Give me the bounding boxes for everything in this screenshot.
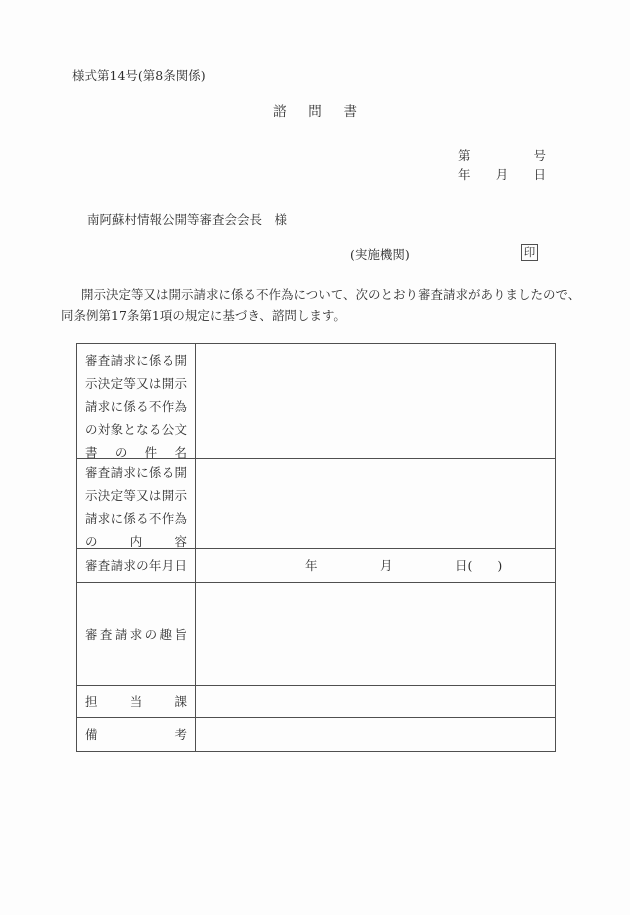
row-label-responsible-section: 担 当 課 <box>77 686 196 717</box>
value-field-request-date: 年 月 日( ) <box>305 557 503 573</box>
value-field-inaction-content <box>196 459 555 548</box>
row-label-document-name: 審 査 請 求 に 係 る 開 示 決 定 等 又 は 開 示 請 求 に 係 る 不 作 為 の 対 象 と な る 公 文 書 の 件 名 <box>77 344 196 458</box>
value-field-document-name <box>196 344 555 458</box>
table-row-document-name <box>77 344 555 459</box>
body-line-2: 同条例第17条第1項の規定に基づき、諮問します。 <box>61 308 346 323</box>
table-row-inaction-content <box>77 459 555 549</box>
document-number-line: 第 号 <box>458 148 546 163</box>
reference-block <box>458 146 546 184</box>
table-row-request-purpose <box>77 583 555 686</box>
body-line-1: 開示決定等又は開示請求に係る不作為について、次のとおり審査請求がありましたので、 <box>81 287 581 302</box>
table-row-remarks <box>77 718 555 751</box>
row-label-request-date: 審 査 請 求 の 年 月 日 <box>77 549 196 582</box>
row-label-inaction-content: 審 査 請 求 に 係 る 開 示 決 定 等 又 は 開 示 請 求 に 係 る 不 作 為 の 内 容 <box>77 459 196 548</box>
issuer-label: (実施機関) <box>350 247 410 262</box>
consultation-form-table <box>76 343 556 752</box>
value-field-responsible-section <box>196 686 555 717</box>
row-label-remarks: 備 考 <box>77 718 196 751</box>
row-label-request-purpose: 審 査 請 求 の 趣 旨 <box>77 583 196 685</box>
seal-character: 印 <box>523 244 536 259</box>
value-field-remarks <box>196 718 555 751</box>
table-row-responsible-section <box>77 686 555 718</box>
document-title: 諮 問 書 <box>273 104 357 120</box>
table-row-request-date <box>77 549 555 583</box>
addressee: 南阿蘇村情報公開等審査会会長 様 <box>87 212 288 227</box>
form-number: 様式第14号(第8条関係) <box>72 68 206 83</box>
date-line: 年 月 日 <box>458 167 546 182</box>
seal-box <box>521 244 538 261</box>
body-paragraph <box>61 284 581 326</box>
value-field-request-purpose <box>196 583 555 685</box>
